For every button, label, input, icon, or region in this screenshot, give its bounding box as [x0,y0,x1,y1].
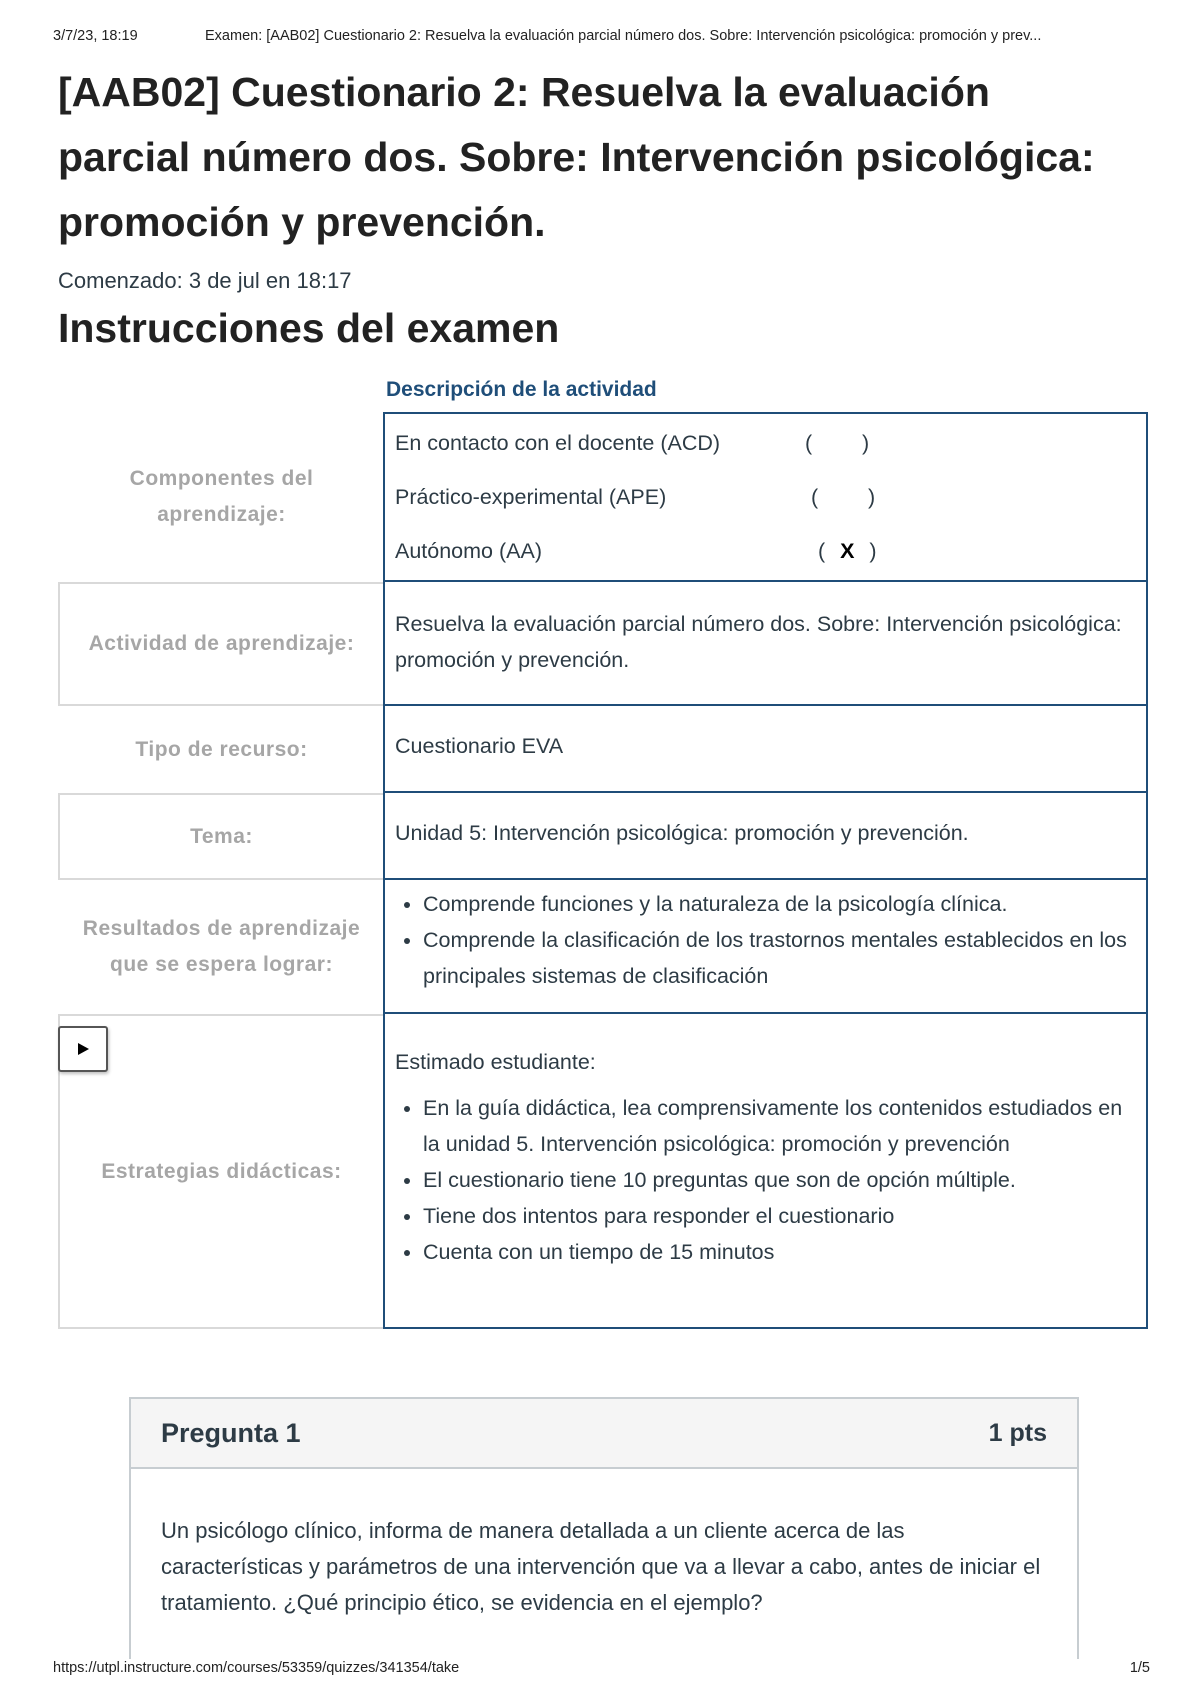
component-mark: ( ) [805,431,871,455]
resource-value: Cuestionario EVA [383,706,1148,793]
component-aa [395,524,1136,578]
activity-table-caption: Descripción de la actividad [386,378,657,401]
component-name: En contacto con el docente (ACD) [395,431,721,455]
topic-label: Tema: [58,793,383,880]
components-row [58,412,1148,582]
topic-value: Unidad 5: Intervención psicológica: promoción y prevención. [383,793,1148,880]
print-document-title: Examen: [AAB02] Cuestionario 2: Resuelva la evaluación parcial número dos. Sobre: Intervención psicológica: promoción y prev... [205,28,1042,44]
topic-row [58,793,1148,880]
results-list [395,886,1136,994]
print-page-number: 1/5 [1129,1660,1150,1676]
question-title: Pregunta 1 [161,1417,301,1448]
strategies-value [383,1014,1148,1329]
list-item: • En la guía didáctica, lea comprensivamente los contenidos estudiados en la unidad 5. Intervención psicológica: promoción y prevención [423,1090,1136,1162]
component-ape [395,470,1136,524]
results-row [58,880,1148,1014]
strategies-label: Estrategias didácticas: [58,1014,383,1329]
strategies-row [58,1014,1148,1329]
instructions-heading: Instrucciones del examen [58,305,560,351]
question-text: Un psicólogo clínico, informa de manera detallada a un cliente acerca de las características y parámetros de una intervención que va a llevar a cabo, antes de iniciar el tratamiento. ¿Qué principio ético, se evidencia en el ejemplo? [161,1518,1041,1615]
list-item: • Comprende funciones y la naturaleza de la psicología clínica. [423,886,1136,922]
activity-description-table [58,412,1148,1329]
list-item: • Cuenta con un tiempo de 15 minutos [423,1234,1136,1270]
quiz-title: [AAB02] Cuestionario 2: Resuelva la evaluación parcial número dos. Sobre: Intervención psicológica: promoción y prevención. [58,69,1095,245]
list-item: • Comprende la clasificación de los trastornos mentales establecidos en los principales sistemas de clasificación [423,922,1136,994]
components-label: Componentes del aprendizaje: [129,467,314,526]
component-mark: ( X ) [818,539,878,563]
strategies-list [395,1090,1136,1270]
question-points: 1 pts [988,1418,1047,1447]
print-footer [53,1660,1150,1676]
component-name: Práctico-experimental (APE) [395,485,667,509]
resource-label: Tipo de recurso: [135,737,308,761]
component-mark: ( ) [811,485,877,509]
components-value [383,412,1148,582]
resource-row [58,706,1148,793]
strategies-intro: Estimado estudiante: [395,1050,596,1074]
component-name: Autónomo (AA) [395,539,542,563]
question-card [129,1397,1079,1659]
activity-row [58,582,1148,706]
activity-value: Resuelva la evaluación parcial número dos. Sobre: Intervención psicológica: promoción y prevención. [383,582,1148,706]
results-label: Resultados de aprendizaje que se espera lograr: [82,917,361,976]
print-url: https://utpl.instructure.com/courses/53359/quizzes/341354/take [53,1660,460,1676]
list-item: • Tiene dos intentos para responder el cuestionario [423,1198,1136,1234]
component-acd [395,416,1136,470]
results-value [383,880,1148,1014]
list-item: • El cuestionario tiene 10 preguntas que son de opción múltiple. [423,1162,1136,1198]
activity-label: Actividad de aprendizaje: [58,582,383,706]
print-header [53,28,1150,44]
play-button[interactable] [58,1026,108,1072]
play-icon [76,1042,90,1056]
print-date: 3/7/23, 18:19 [53,28,138,44]
started-timestamp: Comenzado: 3 de jul en 18:17 [58,268,352,293]
question-header [131,1399,1077,1469]
